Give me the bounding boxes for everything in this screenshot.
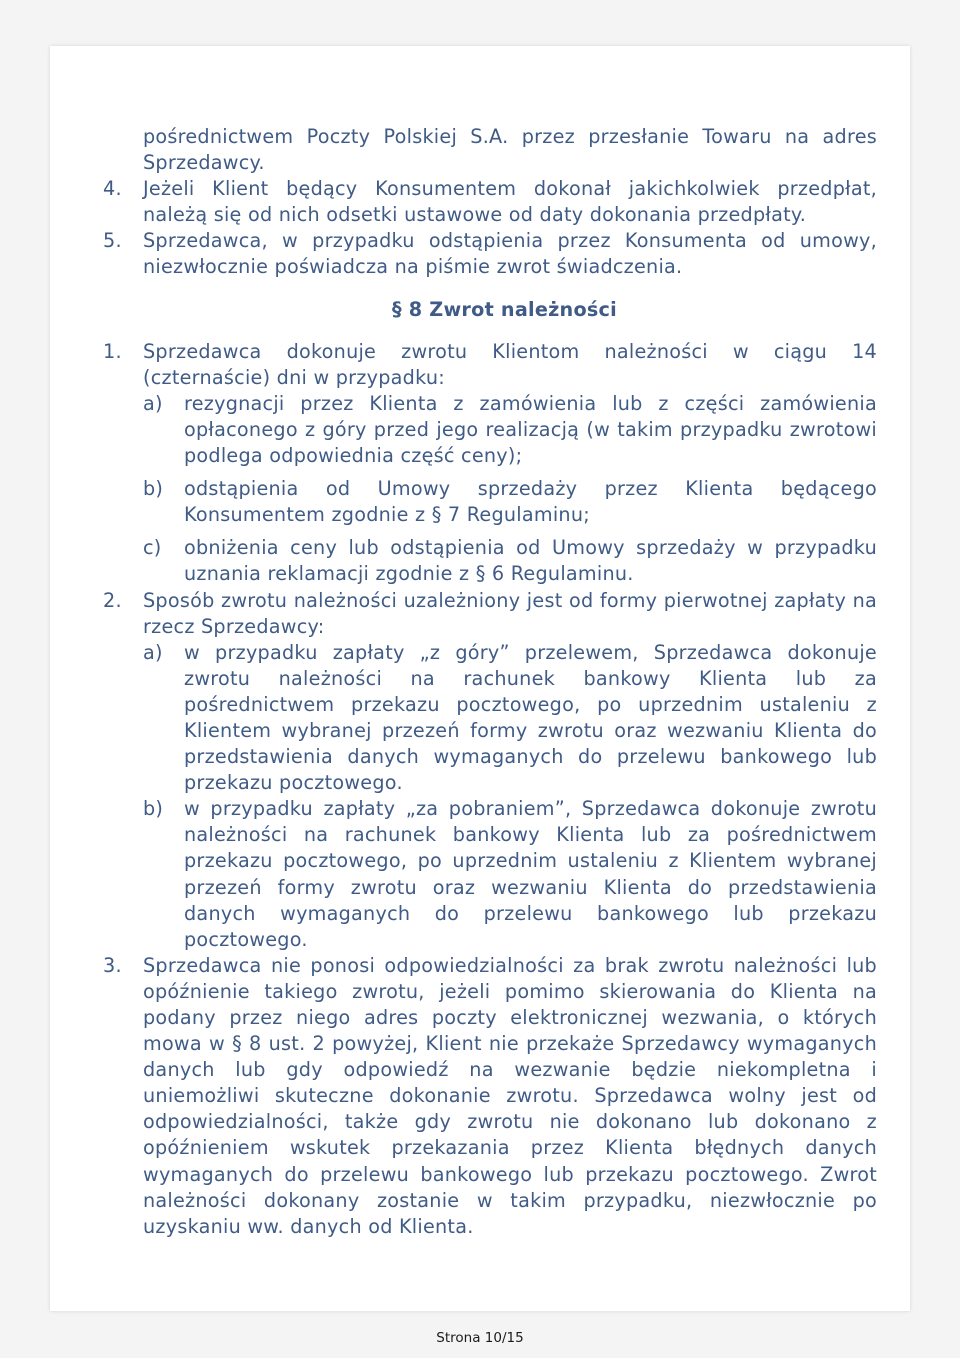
point-text: Sprzedawca dokonuje zwrotu Klientom należności w ciągu 14 (czternaście) dni w przypadku:	[143, 339, 877, 389]
page-number: Strona 10/15	[436, 1330, 524, 1346]
point-number: 4.	[103, 177, 122, 201]
subitem-letter: b)	[143, 477, 164, 501]
point-2	[92, 588, 877, 953]
subitem-b	[143, 476, 877, 528]
point-3	[92, 953, 877, 1240]
subitem-letter: b)	[143, 797, 164, 821]
subitem-a	[143, 391, 877, 469]
subitem-b	[143, 796, 877, 953]
section-title: § 8 Zwrot należności	[391, 297, 618, 321]
point-text: pośrednictwem Poczty Polskiej S.A. przez przesłanie Towaru na adres Sprzedawcy.	[143, 125, 877, 175]
subitem-text: w przypadku zapłaty „z góry” przelewem, Sprzedawca dokonuje zwrotu należności na rachunek bankowy Klienta lub za pośrednictwem przekazu pocztowego, po uprzednim ustaleniu z Klientem wybranej przezeń formy zwrotu oraz wezwaniu Klienta do przedstawienia danych wymaganych do przelewu bankowego lub przekazu pocztowego.	[184, 640, 877, 795]
point-text: Sprzedawca nie ponosi odpowiedzialności za brak zwrotu należności lub opóźnienie takiego zwrotu, jeżeli pomimo skierowania do Klienta na podany przez niego adres poczty elektronicznej wezwania, o których mowa w § 8 ust. 2 powyżej, Klient nie przekaże Sprzedawcy wymaganych danych lub gdy odpowiedź na wezwanie będzie niekompletna i uniemożliwi skuteczne dokonanie zwrotu. Sprzedawca wolny jest od odpowiedzialności, także gdy zwrotu nie dokonano lub dokonano z opóźnieniem wskutek przekazania przez Klienta błędnych danych wymaganych do przelewu bankowego lub przekazu pocztowego. Zwrot należności dokonany zostanie w takim przypadku, niezwłocznie po uzyskaniu ww. danych od Klienta.	[143, 953, 877, 1238]
subitem-letter: a)	[143, 391, 163, 415]
subitem-letter: a)	[143, 640, 163, 664]
subitem-text: rezygnacji przez Klienta z zamówienia lub z części zamówienia opłaconego z góry przed jego realizacją (w takim przypadku zwrotowi podlega odpowiednia część ceny);	[184, 391, 877, 468]
point-continuation	[92, 124, 877, 176]
point-1	[92, 339, 877, 588]
point-text: Sprzedawca, w przypadku odstąpienia przez Konsumenta od umowy, niezwłocznie poświadcza na piśmie zwrot świadczenia.	[143, 229, 877, 279]
point-number: 5.	[103, 229, 122, 253]
point-number: 2.	[103, 588, 122, 612]
subitem-text: obniżenia ceny lub odstąpienia od Umowy sprzedaży w przypadku uznania reklamacji zgodnie z § 6 Regulaminu.	[184, 536, 877, 586]
subitem-text: w przypadku zapłaty „za pobraniem”, Sprzedawca dokonuje zwrotu należności na rachunek bankowy Klienta lub za pośrednictwem przekazu pocztowego, po uprzednim ustaleniu z Klientem wybranej przezeń formy zwrotu oraz wezwaniu Klienta do przedstawienia danych wymaganych do przelewu bankowego lub przekazu pocztowego.	[184, 797, 877, 951]
subitem-text: odstąpienia od Umowy sprzedaży przez Klienta będącego Konsumentem zgodnie z § 7 Regulaminu;	[184, 477, 877, 527]
point-4	[92, 176, 877, 228]
point-text: Jeżeli Klient będący Konsumentem dokonał jakichkolwiek przedpłat, należą się od nich odsetki ustawowe od daty dokonania przedpłaty.	[143, 177, 877, 227]
point-text: Sposób zwrotu należności uzależniony jest od formy pierwotnej zapłaty na rzecz Sprzedawcy:	[143, 588, 877, 638]
point-number: 3.	[103, 953, 122, 977]
document-content	[92, 124, 877, 1240]
subitem-c	[143, 535, 877, 587]
point-5	[92, 228, 877, 280]
subitem-a	[143, 640, 877, 797]
point-number: 1.	[103, 339, 122, 363]
subitem-letter: c)	[143, 536, 162, 560]
